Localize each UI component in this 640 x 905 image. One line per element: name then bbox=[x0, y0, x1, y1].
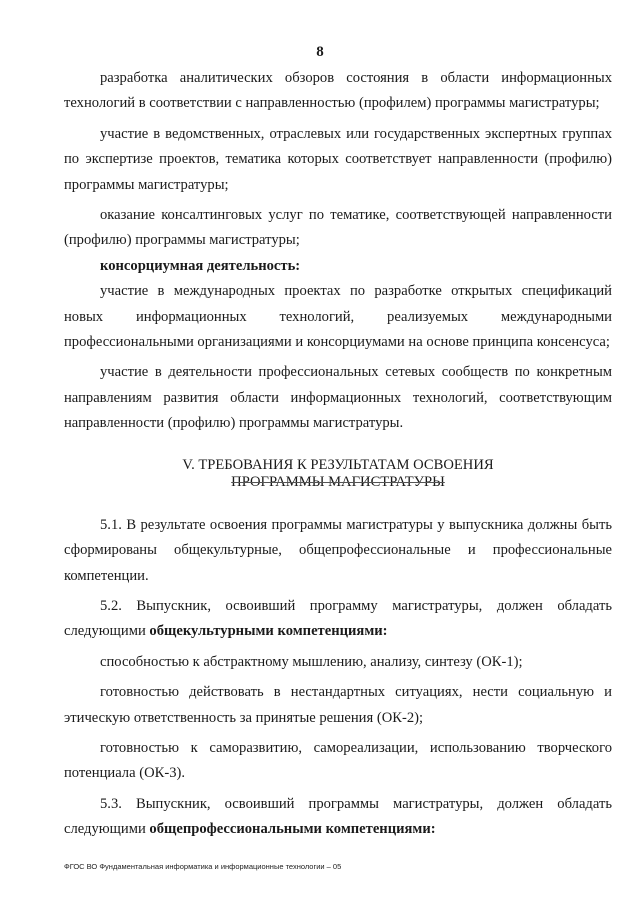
paragraph-analytics: разработка аналитических обзоров состояния в области информационных технологий в соответствии с направленностью (профилем) программы магистратуры; bbox=[64, 70, 612, 112]
paragraph-expert-groups: участие в ведомственных, отраслевых или государственных экспертных группах по экспертизе проектов, тематика которых соответствует направленности (профилю) программы магистратуры; bbox=[64, 125, 612, 193]
section-title-line1: V. ТРЕБОВАНИЯ К РЕЗУЛЬТАТАМ ОСВОЕНИЯ bbox=[182, 456, 494, 473]
section-title-line2: ПРОГРАММЫ МАГИСТРАТУРЫ bbox=[231, 473, 445, 490]
general-professional-competencies-label: общепрофессиональными компетенциями: bbox=[149, 821, 436, 838]
paragraph-network-communities: участие в деятельности профессиональных сетевых сообществ по конкретным направлениям развития области информационных технологий, соответствующим направленности (профилю) программы магистратуры. bbox=[64, 364, 612, 432]
paragraph-5-1: 5.1. В результате освоения программы магистратуры у выпускника должны быть сформированы общекультурные, общепрофессиональные и профессиональные компетенции. bbox=[64, 516, 612, 584]
paragraph-consulting: оказание консалтинговых услуг по тематике, соответствующей направленности (профилю) программы магистратуры; bbox=[64, 207, 612, 249]
section-title bbox=[64, 457, 612, 491]
document-body bbox=[64, 66, 612, 843]
paragraph-5-3 bbox=[64, 792, 612, 843]
paragraph-5-2 bbox=[64, 594, 612, 645]
competency-ok-3: готовностью к саморазвитию, самореализации, использованию творческого потенциала (ОК-3). bbox=[64, 739, 612, 782]
consortium-heading: консорциумная деятельность: bbox=[100, 257, 301, 274]
competency-ok-1: способностью к абстрактному мышлению, анализу, синтезу (ОК-1); bbox=[100, 653, 523, 670]
page-number: 8 bbox=[316, 44, 324, 60]
paragraph-5-3-text: 5.3. Выпускник, освоивший программы магистратуры, должен обладать следующими bbox=[64, 795, 612, 838]
competency-ok-2: готовностью действовать в нестандартных ситуациях, нести социальную и этическую ответственность за принятые решения (ОК-2); bbox=[64, 684, 612, 726]
paragraph-5-2-text: 5.2. Выпускник, освоивший программу магистратуры, должен обладать следующими bbox=[64, 597, 612, 640]
paragraph-international-projects: участие в международных проектах по разработке открытых спецификаций новых информационных технологий, реализуемых международными профессиональными организациями и консорциумами на основе принципа консенсуса; bbox=[64, 283, 612, 351]
general-cultural-competencies-label: общекультурными компетенциями: bbox=[149, 623, 388, 640]
page-footer: ФГОС ВО Фундаментальная информатика и информационные технологии – 05 bbox=[64, 862, 342, 871]
